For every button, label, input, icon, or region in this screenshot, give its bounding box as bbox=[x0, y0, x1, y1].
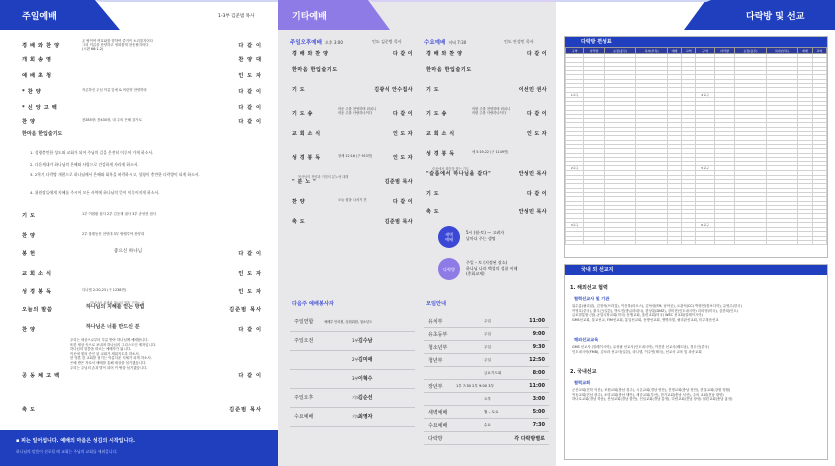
order-row bbox=[22, 56, 262, 66]
order-row bbox=[424, 50, 549, 60]
partner-missionaries-list bbox=[572, 304, 822, 322]
cell-table-cell bbox=[636, 240, 667, 244]
mission-line: 이영호(중국), 황우근(일본), 박도진(방글라데시), 한상룡(DMZ), 강미현(인도네시아) 리의영(미국), 심종희(인도) bbox=[572, 308, 738, 313]
order-leader: 다 같 이 bbox=[527, 51, 547, 57]
cell-table-cell bbox=[735, 240, 766, 244]
cell-table-col: 목자(부목) bbox=[636, 48, 667, 54]
meeting-row bbox=[424, 407, 549, 419]
wed-worship-time: 저녁 7:30 bbox=[448, 40, 467, 45]
order-label: 기 도 bbox=[292, 87, 306, 93]
confession-line: 하나님의 말씀을 따르는 예배자가 됩니다. bbox=[70, 347, 132, 352]
order-label: 성 경 봉 독 bbox=[292, 155, 321, 161]
mission-title: 다락방 및 선교 bbox=[746, 12, 805, 22]
confession-line: 한 영혼 한 교회를 섬기는 아름다운 지체가 되게 하소서. bbox=[70, 356, 152, 361]
order-row bbox=[424, 208, 549, 218]
mission-box bbox=[564, 264, 828, 460]
pm-worship-time: 오후 3:00 bbox=[324, 40, 343, 45]
order-row bbox=[290, 178, 415, 188]
pm-sermon-note: 목사님의 찬양과 거짓의 분노에 대해 bbox=[298, 175, 349, 179]
meeting-group: 유치부 bbox=[428, 319, 443, 325]
dawn-line-1: 5시 (월-토) — 고려자 bbox=[466, 230, 505, 235]
cell-group-table bbox=[565, 47, 827, 245]
server-name: 김미애 bbox=[358, 357, 373, 363]
server-row bbox=[290, 373, 415, 389]
partner-churches-list bbox=[572, 388, 822, 402]
meeting-day: 1부 7:30 2부 9:00 3부 bbox=[456, 384, 494, 388]
dawn-info bbox=[466, 230, 504, 241]
order-label: 한마음 한입술기도 bbox=[292, 67, 338, 73]
order-leader: 인 도 자 bbox=[238, 73, 262, 79]
meeting-day: 월 – 토요 bbox=[484, 410, 499, 414]
cell-table-cell bbox=[584, 240, 604, 244]
meeting-row bbox=[424, 368, 549, 380]
order-row bbox=[424, 66, 549, 76]
meeting-group: 장년부 bbox=[428, 384, 443, 390]
server-slot: 주일오후 bbox=[294, 395, 314, 401]
server-part: 기도 bbox=[352, 414, 360, 419]
wed-sermon-note: 슬픔에서 희망을 찾는 기도 bbox=[432, 167, 469, 171]
order-leader: 김준범 목사 bbox=[384, 179, 413, 185]
sunday-worship-panel bbox=[0, 0, 278, 466]
order-label: 축 도 bbox=[426, 209, 440, 215]
prayer-item: 2. 다음세대가 하나님의 은혜와 사랑으로 건강하게 자라게 하소서. bbox=[30, 162, 139, 167]
cell-badge: 다락방 bbox=[438, 258, 460, 280]
order-leader: 인 도 자 bbox=[238, 271, 262, 277]
order-label: 기 도 bbox=[22, 213, 36, 219]
order-label: * 신 앙 고 백 bbox=[22, 105, 58, 111]
order-row bbox=[22, 250, 262, 260]
confession-line: 이곳에 빛의 증인 된 교회가 세워지도록 하소서. bbox=[70, 351, 140, 356]
cell-table-col: 다락방 bbox=[584, 48, 604, 54]
order-row bbox=[290, 198, 415, 208]
order-leader: 다 같 이 bbox=[238, 119, 262, 125]
order-leader: 다 같 이 bbox=[393, 199, 413, 205]
cell-table-cell: 6교구 bbox=[696, 222, 714, 227]
cell-table-cell: 2교구 bbox=[566, 166, 584, 171]
order-detail: 하나님은 너를 만드신 분 bbox=[86, 324, 140, 330]
footer-line-a: ▪ 피는 일어섭니다. 예배의 마음은 성김의 시작입니다. bbox=[16, 438, 136, 444]
order-detail: 어떤 주를 찬양하며 외치니 어떤 주를 사랑하나이다 bbox=[472, 107, 511, 115]
benediction-right: 김준범 목사 bbox=[229, 407, 262, 413]
order-label: 경 배 와 찬 양 bbox=[292, 51, 329, 57]
order-label: 한마음 한입술기도 bbox=[426, 67, 472, 73]
order-leader: 인 도 자 bbox=[527, 131, 547, 137]
order-detail: 애 5:19-22 (구 1149면) bbox=[472, 150, 509, 154]
community-confession-row bbox=[22, 372, 262, 382]
benediction-row bbox=[22, 406, 262, 416]
server-row bbox=[290, 411, 415, 427]
cell-table-col: 다락방 bbox=[714, 48, 734, 54]
sunday-footer bbox=[0, 430, 278, 466]
meeting-group: 새벽예배 bbox=[428, 410, 448, 416]
meeting-time: 5:00 bbox=[532, 409, 545, 415]
order-label: * 찬 양 bbox=[22, 89, 42, 95]
order-label: 기 도 송 bbox=[426, 111, 447, 117]
meeting-row bbox=[424, 381, 549, 393]
order-detail: 좋으신 하나님 bbox=[114, 249, 143, 254]
order-detail: 하나님의 지혜를 얻는 방법 bbox=[86, 304, 145, 310]
order-leader: 김준범 목사 bbox=[384, 219, 413, 225]
order-row bbox=[22, 72, 262, 82]
confession-line: 우리는 주님의 손과 발이 되어 이 땅을 섬기겠습니다. bbox=[70, 365, 148, 370]
mission-line: 인도네시아(FMB), 김보라 선교사(일본), 라니엘, 이주연(태국), 선교사 교육 및 파송교회 bbox=[572, 349, 702, 354]
meeting-day: 오후 bbox=[484, 397, 491, 401]
server-slot: 수요예배 bbox=[294, 414, 314, 420]
server-row bbox=[290, 316, 415, 332]
cell-line-1: 주일 – 토 (지정된 장소) bbox=[466, 260, 508, 265]
meeting-group: 수요예배 bbox=[428, 423, 448, 429]
mission-box-title: 국내 외 선교지 bbox=[565, 265, 827, 275]
server-name: 김순선 bbox=[358, 395, 373, 401]
prayer-item: 3. 2학기 다락방 개편으로 하나님께서 은혜와 회복을 허락하시고, 성령이 충만한 다락방이 되게 하소서. bbox=[30, 172, 200, 177]
cell-table-cell bbox=[604, 240, 635, 244]
community-confession-right: 다 같 이 bbox=[238, 373, 262, 379]
prayer-heading: 한마음 한입술기도 bbox=[22, 131, 63, 137]
wed-worship-title: 수요예배 bbox=[424, 40, 446, 46]
cell-mission-panel bbox=[556, 0, 835, 466]
server-row bbox=[290, 335, 415, 351]
order-row bbox=[424, 150, 549, 160]
cell-table-cell bbox=[682, 240, 696, 244]
order-leader: 다 같 이 bbox=[527, 191, 547, 197]
order-row bbox=[424, 130, 549, 140]
meeting-time: 11:00 bbox=[529, 318, 545, 324]
order-row bbox=[22, 306, 262, 316]
meeting-row bbox=[424, 355, 549, 367]
meeting-time: 9:00 bbox=[532, 331, 545, 337]
partner-churches-heading: 협력교회 bbox=[574, 380, 591, 385]
order-label: 찬 양 bbox=[292, 199, 306, 205]
order-label: 예 배 초 청 bbox=[22, 73, 52, 79]
cell-table-cell: 5교구 bbox=[696, 166, 714, 171]
cell-table-cell: 3교구 bbox=[566, 222, 584, 227]
order-row bbox=[424, 190, 549, 200]
order-leader: 안성민 목사 bbox=[518, 171, 547, 177]
meeting-day: 주일 bbox=[484, 358, 491, 362]
order-row bbox=[22, 118, 262, 128]
meeting-day: 주일 bbox=[484, 345, 491, 349]
order-leader: 찬 양 대 bbox=[238, 57, 262, 63]
meeting-row bbox=[424, 394, 549, 406]
order-leader: 다 같 이 bbox=[238, 43, 262, 49]
order-row bbox=[22, 104, 262, 114]
order-label: 축 도 bbox=[292, 219, 306, 225]
pm-worship-title: 주일오후예배 bbox=[290, 40, 322, 46]
meeting-day: 주일 bbox=[484, 319, 491, 323]
sunday-title: 주일예배 bbox=[22, 12, 57, 22]
order-row bbox=[424, 170, 549, 180]
cell-table-col: 교역 bbox=[812, 48, 826, 54]
cell-table-cell bbox=[798, 240, 812, 244]
meeting-row bbox=[424, 342, 549, 354]
order-leader: 다 같 이 bbox=[527, 111, 547, 117]
order-row bbox=[290, 130, 415, 140]
order-leader: 인 도 자 bbox=[393, 131, 413, 137]
order-label: 경 배 와 찬 양 bbox=[22, 43, 60, 49]
community-confession-label: 공 동 체 고 백 bbox=[22, 373, 60, 379]
order-row bbox=[290, 154, 415, 164]
server-part: 2부 bbox=[352, 357, 359, 362]
server-name: 최영자 bbox=[358, 414, 373, 420]
dawn-line-2: 날마다 주는 생명 bbox=[466, 235, 496, 241]
domestic-mission-heading: 2. 국내선교 bbox=[570, 369, 597, 375]
order-row bbox=[22, 212, 262, 222]
meeting-time: 11:00 bbox=[529, 383, 545, 389]
meeting-time: 각 다락방별로 bbox=[514, 436, 545, 442]
order-label: 기 도 bbox=[426, 87, 440, 93]
cell-table-cell bbox=[766, 240, 797, 244]
order-leader: 안성민 목사 bbox=[518, 209, 547, 215]
order-leader: 김광식 안수집사 bbox=[374, 87, 413, 93]
cell-table-col: 예배 bbox=[798, 48, 812, 54]
benediction-label: 축 도 bbox=[22, 407, 36, 413]
order-detail: 찬285장: 찬430장, 내 주의 은혜 강가로 bbox=[82, 118, 142, 122]
order-row bbox=[22, 270, 262, 280]
server-name: 김수남 bbox=[358, 338, 373, 344]
order-label: 봉 헌 bbox=[22, 251, 36, 257]
mission-line: GMS선교회, 불교선교, FIM선교회, 통일선교회, 동방선교회, 생명의빛, 필리핀선교회, 미주복음선교 bbox=[572, 317, 719, 322]
order-label: 성 경 봉 독 bbox=[22, 289, 52, 295]
order-label: 오늘의 말씀 bbox=[22, 307, 53, 313]
footer-line-b: 하나님의 말씀이 선포될 때 교회는 주님의 교회를 세워갑니다. bbox=[16, 449, 118, 454]
cell-table-cell bbox=[696, 240, 714, 244]
cell-table-row bbox=[566, 240, 827, 244]
cell-table-title: 다락방 편성표 bbox=[565, 37, 827, 47]
order-detail: 1부 이원환 집사 2부 김응재 권사 3부 송성현 집사 bbox=[82, 212, 157, 216]
cell-table-col: 구역 bbox=[566, 48, 584, 54]
order-row bbox=[290, 107, 415, 120]
order-label: 교 회 소 식 bbox=[22, 271, 52, 277]
meeting-time: 12:50 bbox=[529, 357, 545, 363]
cell-table-cell bbox=[566, 240, 584, 244]
server-part: 예배부 안리원, 임원위원, 청소년도 bbox=[324, 320, 373, 324]
mission-line: 군산교회(전북 익산), 조원교회(충남 청주), 시온교회(경남 양산), 진명교회(충남 천안), 한울교회(강원 영월) bbox=[572, 388, 731, 392]
order-leader: 다 같 이 bbox=[238, 327, 262, 333]
mission-line: 글로벌통합 (칭)-공업국장교회(미국) 동행교회, 울런교회(미국) WEC 선교회(말레이시아) bbox=[572, 313, 703, 318]
order-leader: 다 같 이 bbox=[238, 89, 262, 95]
order-detail: 창세 12:16 (구 913면) bbox=[338, 154, 373, 158]
order-label: 개 회 송 영 bbox=[22, 57, 52, 63]
server-part: 1부 bbox=[352, 338, 359, 343]
meeting-row bbox=[424, 420, 549, 432]
server-slot: 주일오전 bbox=[294, 338, 314, 344]
order-leader: 인 도 자 bbox=[393, 155, 413, 161]
order-leader: 인 도 자 bbox=[238, 289, 262, 295]
order-label: 찬 양 bbox=[22, 119, 36, 125]
partner-missionaries-heading: 협력선교사 및 기관 bbox=[574, 296, 610, 301]
sermon-subtitle: 하나님의 지혜와 계시의 영을 구하는 삶 bbox=[90, 301, 145, 305]
cell-table-col: 순장(총무) bbox=[735, 48, 766, 54]
mission-line: 하나로교회(경남 하동), 산성교회(경남 함안), 신일교회(경남 통영), 다람교회(전남 장성) 열린교회(충남 홍성) bbox=[572, 397, 733, 402]
order-row bbox=[290, 218, 415, 228]
cell-table-col: 목자(부목) bbox=[766, 48, 797, 54]
order-row bbox=[22, 288, 262, 298]
order-label: 찬 양 bbox=[22, 233, 36, 239]
meeting-group: 유초등부 bbox=[428, 332, 448, 338]
cell-table-col: 순장(총무) bbox=[604, 48, 635, 54]
server-part: 기도 bbox=[352, 395, 360, 400]
cell-table-col: 교역 bbox=[682, 48, 696, 54]
meeting-day: 수요 bbox=[484, 423, 491, 427]
overseas-mission-heading: 1. 해외선교 협력 bbox=[570, 285, 608, 291]
order-row bbox=[22, 326, 262, 336]
other-title: 기타예배 bbox=[292, 12, 327, 22]
wed-worship-heading bbox=[424, 38, 549, 46]
meeting-group: 청년부 bbox=[428, 358, 443, 364]
meeting-time: 7:30 bbox=[532, 422, 545, 428]
other-worship-panel bbox=[278, 0, 556, 466]
order-label: 경 배 와 찬 양 bbox=[426, 51, 463, 57]
cell-table-cell bbox=[812, 240, 826, 244]
cell-line-2: 하나님 나라 백성의 성품 이해 bbox=[466, 265, 518, 271]
meeting-row bbox=[424, 316, 549, 328]
order-leader: 다 같 이 bbox=[238, 105, 262, 111]
order-label: 기 도 송 bbox=[292, 111, 313, 117]
order-leader: 김준범 목사 bbox=[229, 307, 262, 313]
cell-table-cell bbox=[667, 240, 681, 244]
server-slot: 주일연합 bbox=[294, 319, 314, 325]
meetings-title: 모임안내 bbox=[426, 301, 447, 307]
confession-line: 우리는 세상으로부터 부름 받아 하나님께 예배합니다. bbox=[70, 338, 149, 342]
server-row bbox=[290, 354, 415, 370]
mission-line: GMS 선교사 (말레이시아), 유성필 선교사(인도네시아), 이건한 선교사(베트남), 정우인(중국) bbox=[572, 345, 710, 349]
order-label: 교 회 소 식 bbox=[292, 131, 321, 137]
order-detail: 온 땅이여 여호와를 향하여 즐거이 소리칠지어다 그의 이름을 찬양하고 영화롭게 찬송할지어다 (시편 66:1-2) bbox=[82, 39, 153, 51]
prayer-item: 1. 성령충만한 성도와 교회가 되어 주님의 길을 온전히 이루어 가게 하소서. bbox=[30, 150, 154, 155]
order-detail: 다니엘 2:20-23 (구 1238면) bbox=[82, 288, 127, 292]
order-row bbox=[22, 232, 262, 242]
confession-line: 은혜 받은 자로서 예배를 통해 세상을 섬기겠습니다. bbox=[70, 360, 147, 365]
server-part: 3부 bbox=[352, 376, 359, 381]
order-detail: 2부 물댄동산 찬양대 3부 할렐루야 찬양대 bbox=[82, 232, 145, 236]
order-label: 성 경 봉 독 bbox=[426, 151, 455, 157]
cell-info bbox=[466, 260, 517, 277]
order-row bbox=[424, 107, 549, 120]
meeting-day: 주일 bbox=[484, 332, 491, 336]
sunday-time-note: 1-3부 김준범 목사 bbox=[218, 14, 255, 19]
cell-table-cell: 4교구 bbox=[696, 92, 714, 97]
order-leader: 다 같 이 bbox=[393, 51, 413, 57]
cell-table-box bbox=[564, 36, 828, 258]
cell-line-3: (총회교재) bbox=[466, 271, 485, 276]
next-servers-title: 다음주 예배봉사자 bbox=[292, 301, 334, 307]
mission-line: 목동교회(전남 광주), 소망교회(충남 태안), 새순교회(부산), 한기교회(충남 서산), 주의 교회(전남 광양) bbox=[572, 392, 724, 397]
mission-line: 위수롱(필리핀), 김정석(브라질), 이증복(라오스), 김낙성(FM, 남아공), 오관석(CC) 박형현(캄보디아), 유영수(한국) bbox=[572, 304, 742, 308]
cell-table-cell: 1교구 bbox=[566, 92, 584, 97]
meeting-time: 8:00 bbox=[532, 370, 545, 376]
confession-line: 또한 세상 속으로 보내져 하나님의 그리스도인 제자입니다. bbox=[70, 342, 157, 347]
meeting-row bbox=[424, 329, 549, 341]
order-leader: 이선민 권사 bbox=[518, 87, 547, 93]
meeting-row bbox=[424, 433, 549, 445]
order-label: 찬 양 bbox=[22, 327, 36, 333]
order-label: " 분 노 " bbox=[292, 179, 317, 185]
meeting-time: 3:00 bbox=[532, 396, 545, 402]
meeting-group: 다락방 bbox=[428, 436, 443, 442]
order-row bbox=[424, 86, 549, 96]
overseas-education-list bbox=[572, 345, 822, 354]
order-row bbox=[22, 39, 262, 52]
meeting-group: 청소년부 bbox=[428, 345, 448, 351]
order-detail: 오늘 집을 나서기 전 bbox=[338, 198, 367, 202]
order-detail: 자존하신 주님 이름 앞에 & 어린양 찬양하라 bbox=[82, 88, 147, 92]
order-label: 교 회 소 식 bbox=[426, 131, 455, 137]
order-label: "슬픔에서 하나님을 같다" bbox=[426, 171, 492, 177]
meeting-time: 9:30 bbox=[532, 344, 545, 350]
pm-worship-heading bbox=[290, 38, 415, 46]
cell-table-col: 구역 bbox=[696, 48, 714, 54]
community-confession-text bbox=[70, 338, 200, 370]
order-label: 기 도 bbox=[426, 191, 440, 197]
order-detail: 어둔 주를 찬양하며 외치니 어둔 주를 사랑하나이다 bbox=[338, 107, 377, 115]
overseas-education-heading: 해외선교교육 bbox=[574, 337, 599, 342]
order-row bbox=[290, 66, 415, 76]
prayer-item: 4. 위원장들에게 지혜를 주시어 모든 사역에 하나님의 뜻이 이루어지게 하소서. bbox=[30, 190, 160, 195]
meeting-day: 금요기도회 bbox=[484, 371, 502, 375]
order-leader: 다 같 이 bbox=[238, 251, 262, 257]
order-leader: 다 같 이 bbox=[393, 111, 413, 117]
cell-table-col: 예배 bbox=[667, 48, 681, 54]
order-row bbox=[290, 50, 415, 60]
order-row bbox=[22, 88, 262, 98]
server-row bbox=[290, 392, 415, 408]
cell-table-cell bbox=[714, 240, 734, 244]
pm-worship-leader: 인도 김준범 목사 bbox=[372, 39, 402, 44]
wed-worship-leader: 인도 안성민 목사 bbox=[504, 39, 534, 44]
dawn-badge: 새벽 예배 bbox=[438, 226, 460, 248]
order-row bbox=[290, 86, 415, 96]
server-name: 이혁수 bbox=[358, 376, 373, 382]
